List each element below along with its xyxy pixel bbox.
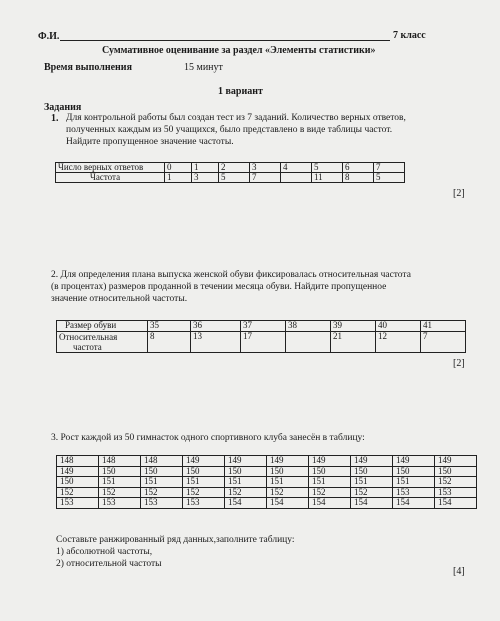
table-cell: 151 — [351, 477, 393, 488]
table-cell: 37 — [241, 321, 286, 332]
table-cell: 152 — [435, 477, 477, 488]
table-cell: 36 — [191, 321, 241, 332]
table-cell: 4 — [281, 163, 312, 173]
table-cell: 148 — [99, 456, 141, 467]
table-cell: 11 — [312, 173, 343, 183]
task1-text-line2: полученных каждым из 50 учащихся, было представлено в виде таблицы частот. — [66, 125, 393, 135]
table-cell: 152 — [351, 487, 393, 498]
table-cell: 38 — [286, 321, 331, 332]
table-cell: 7 — [250, 173, 281, 183]
table-cell: 149 — [351, 456, 393, 467]
relative-frequency-label: Относительная — [59, 332, 118, 342]
table-cell: 40 — [376, 321, 421, 332]
table-row — [57, 466, 477, 477]
table-cell: 153 — [99, 498, 141, 509]
table-cell: 153 — [183, 498, 225, 509]
task2-text-line1: 2. Для определения плана выпуска женской обуви фиксировалась относительная частота — [51, 270, 411, 280]
table-cell: 152 — [309, 487, 351, 498]
table-cell: Частота — [56, 173, 165, 183]
table-cell: 150 — [309, 466, 351, 477]
table-cell: 153 — [393, 487, 435, 498]
task2-table — [56, 320, 466, 353]
table-cell: 149 — [393, 456, 435, 467]
task1-text-line3: Найдите пропущенное значение частоты. — [66, 137, 234, 147]
table-row — [56, 173, 405, 183]
table-cell: 149 — [309, 456, 351, 467]
relative-frequency-label-2: частота — [73, 342, 102, 352]
table-cell: 1 — [192, 163, 219, 173]
table-cell: 150 — [57, 477, 99, 488]
table-row — [57, 498, 477, 509]
table-cell: Число верных ответов — [56, 163, 165, 173]
table-cell: 7 — [421, 332, 466, 353]
task3-score: [4] — [453, 566, 465, 577]
table-cell: 149 — [267, 456, 309, 467]
table-cell: 8 — [148, 332, 191, 353]
variant-label: 1 вариант — [218, 86, 263, 97]
table-cell: 150 — [393, 466, 435, 477]
task1-text-line1: Для контрольной работы был создан тест из 7 заданий. Количество верных ответов, — [66, 113, 406, 123]
fio-underline — [60, 40, 390, 41]
table-cell: 152 — [225, 487, 267, 498]
table-cell: 151 — [309, 477, 351, 488]
table-cell: 154 — [435, 498, 477, 509]
table-cell: 149 — [435, 456, 477, 467]
table-cell: 150 — [141, 466, 183, 477]
time-value: 15 минут — [184, 62, 223, 73]
task3-instruction-line2: 1) абсолютной частоты, — [56, 547, 153, 557]
table-cell: 152 — [99, 487, 141, 498]
table-cell: 151 — [183, 477, 225, 488]
task3-instruction-line1: Составьте ранжированный ряд данных,заполните таблицу: — [56, 535, 295, 545]
table-cell: 151 — [99, 477, 141, 488]
table-cell: 41 — [421, 321, 466, 332]
table-cell: 150 — [435, 466, 477, 477]
table-cell: 153 — [57, 498, 99, 509]
table-cell: 5 — [312, 163, 343, 173]
table-cell: 3 — [192, 173, 219, 183]
table-cell: 39 — [331, 321, 376, 332]
table-cell: 7 — [374, 163, 405, 173]
table-cell: 150 — [183, 466, 225, 477]
page-title: Суммативное оценивание за раздел «Элементы статистики» — [102, 45, 376, 56]
fio-label: Ф.И. — [38, 31, 60, 42]
table-cell: 21 — [331, 332, 376, 353]
task3-text-line1: 3. Рост каждой из 50 гимнасток одного спортивного клуба занесён в таблицу: — [51, 433, 365, 443]
table-cell: 12 — [376, 332, 421, 353]
table-cell: 153 — [141, 498, 183, 509]
table-cell: 5 — [374, 173, 405, 183]
table-cell: 0 — [165, 163, 192, 173]
table-cell: 154 — [267, 498, 309, 509]
table-cell: 149 — [183, 456, 225, 467]
table-cell: 152 — [141, 487, 183, 498]
table-row — [57, 332, 466, 353]
task1-table — [55, 162, 405, 183]
table-cell: Размер обуви — [57, 321, 148, 332]
table-cell: 154 — [351, 498, 393, 509]
table-row — [57, 477, 477, 488]
table-cell: 151 — [267, 477, 309, 488]
table-cell: 149 — [225, 456, 267, 467]
table-cell: 152 — [267, 487, 309, 498]
table-cell: 148 — [141, 456, 183, 467]
table-cell — [57, 332, 148, 353]
tasks-heading: Задания — [44, 102, 82, 113]
table-cell: 3 — [250, 163, 281, 173]
table-cell: 35 — [148, 321, 191, 332]
table-cell: 17 — [241, 332, 286, 353]
table-cell: 8 — [343, 173, 374, 183]
table-cell — [281, 173, 312, 183]
table-cell: 153 — [435, 487, 477, 498]
table-cell: 151 — [141, 477, 183, 488]
task3-instruction-line3: 2) относительной частоты — [56, 559, 162, 569]
class-label: 7 класс — [393, 30, 426, 41]
table-cell: 13 — [191, 332, 241, 353]
table-cell: 1 — [165, 173, 192, 183]
table-row — [57, 487, 477, 498]
table-cell — [286, 332, 331, 353]
task2-text-line2: (в процентах) размеров проданной в течении месяца обуви. Найдите пропущенное — [51, 282, 387, 292]
task3-table — [56, 455, 477, 509]
time-label: Время выполнения — [44, 62, 132, 73]
table-cell: 5 — [219, 173, 250, 183]
table-row — [56, 163, 405, 173]
table-row — [57, 321, 466, 332]
table-cell: 150 — [351, 466, 393, 477]
table-cell: 150 — [267, 466, 309, 477]
table-cell: 154 — [225, 498, 267, 509]
table-cell: 150 — [99, 466, 141, 477]
table-cell: 150 — [225, 466, 267, 477]
table-cell: 152 — [183, 487, 225, 498]
table-cell: 151 — [393, 477, 435, 488]
table-cell: 149 — [57, 466, 99, 477]
table-cell: 152 — [57, 487, 99, 498]
table-cell: 6 — [343, 163, 374, 173]
table-cell: 148 — [57, 456, 99, 467]
table-row — [57, 456, 477, 467]
table-cell: 154 — [393, 498, 435, 509]
task1-number: 1. — [51, 113, 59, 124]
table-cell: 2 — [219, 163, 250, 173]
task2-score: [2] — [453, 358, 465, 369]
table-cell: 151 — [225, 477, 267, 488]
table-cell: 154 — [309, 498, 351, 509]
task2-text-line3: значение относительной частоты. — [51, 294, 188, 304]
task1-score: [2] — [453, 188, 465, 199]
